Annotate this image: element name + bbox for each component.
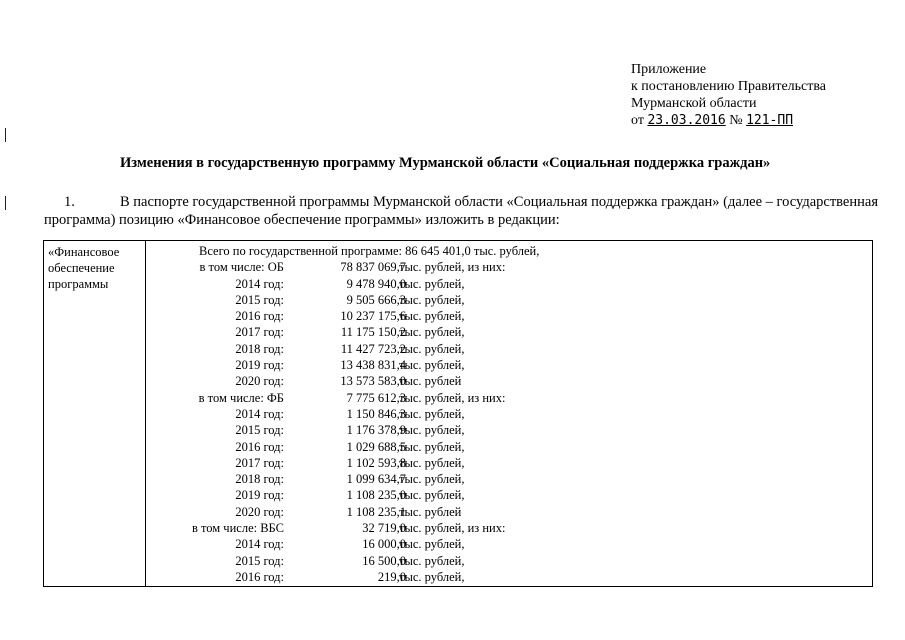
date-prefix: от: [631, 113, 644, 128]
financing-row: [146, 504, 872, 520]
row-unit: тыс. рублей,: [399, 309, 465, 324]
row-label: 2020 год:: [235, 504, 284, 519]
row-unit: тыс. рублей: [399, 374, 462, 389]
row-unit: тыс. рублей,: [399, 276, 465, 291]
row-label: 2018 год:: [235, 472, 284, 487]
row-value: 7 775 612,3: [346, 390, 406, 405]
appendix-date-line: [631, 112, 826, 129]
row-unit: тыс. рублей,: [399, 439, 465, 454]
row-value: 9 478 940,0: [346, 276, 406, 291]
financing-row: [146, 520, 872, 536]
appendix-line: Приложение: [631, 62, 707, 77]
row-label: 2014 год:: [235, 276, 284, 291]
row-value: 1 150 846,3: [346, 406, 406, 421]
financing-row: [146, 390, 872, 406]
row-value: 32 719,0: [362, 521, 406, 536]
row-unit: тыс. рублей,: [399, 325, 465, 340]
financing-row: [146, 324, 872, 340]
financing-content: [146, 243, 872, 585]
decree-date: 23.03.2016: [647, 113, 726, 128]
row-unit: тыс. рублей, из них:: [399, 521, 506, 536]
row-label: в том числе: ОБ: [199, 260, 284, 275]
position-label-line: программы: [48, 277, 109, 291]
row-value: 10 237 175,6: [340, 309, 406, 324]
position-label-line: «Финансовое: [48, 245, 120, 259]
row-unit: тыс. рублей, из них:: [399, 390, 506, 405]
row-label: 2014 год:: [235, 406, 284, 421]
row-label: 2019 год:: [235, 358, 284, 373]
paragraph-1: [44, 193, 878, 229]
position-label: [48, 244, 143, 292]
row-unit: тыс. рублей,: [399, 455, 465, 470]
row-label: в том числе: ФБ: [198, 390, 284, 405]
row-label: 2015 год:: [235, 292, 284, 307]
row-value: 1 108 235,0: [346, 488, 406, 503]
row-unit: тыс. рублей,: [399, 472, 465, 487]
row-label: 2017 год:: [235, 455, 284, 470]
row-unit: тыс. рублей,: [399, 406, 465, 421]
financing-row: [146, 536, 872, 552]
financing-row: [146, 487, 872, 503]
financing-row: [146, 553, 872, 569]
paragraph-text: В паспорте государственной программы Мурманской области «Социальная поддержка граждан» (далее – государственная программа) позицию «Финансовое обеспечение программы» изложить в редакции:: [44, 194, 878, 228]
margin-mark: [5, 196, 6, 210]
row-value: 9 505 666,3: [346, 292, 406, 307]
financing-row: [146, 373, 872, 389]
row-unit: тыс. рублей,: [399, 341, 465, 356]
row-label: 2015 год:: [235, 423, 284, 438]
row-value: 16 500,0: [362, 553, 406, 568]
financing-row: [146, 471, 872, 487]
appendix-block: [631, 61, 826, 129]
margin-mark: [5, 128, 6, 142]
row-label: в том числе: ВБС: [191, 521, 284, 536]
row-value: 78 837 069,7: [340, 260, 406, 275]
row-label: 2016 год:: [235, 309, 284, 324]
row-label: 2018 год:: [235, 341, 284, 356]
row-label: 2016 год:: [235, 439, 284, 454]
financing-row: [146, 259, 872, 275]
decree-number: 121-ПП: [746, 113, 794, 128]
paragraph-number: 1.: [64, 194, 75, 210]
row-value: 1 108 235,1: [346, 504, 406, 519]
financing-row: [146, 357, 872, 373]
row-value: 13 438 831,4: [340, 358, 406, 373]
row-value: 13 573 583,0: [340, 374, 406, 389]
financing-row: [146, 422, 872, 438]
row-unit: тыс. рублей,: [399, 569, 465, 584]
total-text: Всего по государственной программе: 86 645 401,0 тыс. рублей,: [199, 244, 540, 258]
row-label: 2019 год:: [235, 488, 284, 503]
financing-row: [146, 308, 872, 324]
financing-table: [43, 240, 873, 587]
number-sign: №: [729, 113, 743, 128]
row-unit: тыс. рублей: [399, 504, 462, 519]
row-label: 2014 год:: [235, 537, 284, 552]
financing-row: [146, 276, 872, 292]
appendix-line: Мурманской области: [631, 96, 757, 111]
row-value: 1 099 634,7: [346, 472, 406, 487]
financing-row: [146, 455, 872, 471]
row-value: 11 427 723,2: [340, 341, 406, 356]
row-label: 2017 год:: [235, 325, 284, 340]
row-value: 1 102 593,8: [346, 455, 406, 470]
financing-row: [146, 292, 872, 308]
row-value: 1 176 378,9: [346, 423, 406, 438]
row-value: 16 000,0: [362, 537, 406, 552]
row-unit: тыс. рублей, из них:: [399, 260, 506, 275]
row-label: 2015 год:: [235, 553, 284, 568]
row-label: 2016 год:: [235, 569, 284, 584]
financing-row: [146, 439, 872, 455]
financing-row: [146, 341, 872, 357]
row-value: 219,0: [377, 569, 406, 584]
row-unit: тыс. рублей,: [399, 358, 465, 373]
row-label: 2020 год:: [235, 374, 284, 389]
row-value: 1 029 688,5: [346, 439, 406, 454]
row-unit: тыс. рублей,: [399, 423, 465, 438]
appendix-line: к постановлению Правительства: [631, 79, 827, 94]
row-unit: тыс. рублей,: [399, 488, 465, 503]
financing-row: [146, 569, 872, 585]
document-title: Изменения в государственную программу Мурманской области «Социальная поддержка граждан»: [120, 155, 771, 171]
row-unit: тыс. рублей,: [399, 553, 465, 568]
financing-row: [146, 406, 872, 422]
row-value: 11 175 150,2: [340, 325, 406, 340]
total-row: [146, 243, 872, 259]
row-unit: тыс. рублей,: [399, 292, 465, 307]
row-unit: тыс. рублей,: [399, 537, 465, 552]
position-label-line: обеспечение: [48, 261, 115, 275]
